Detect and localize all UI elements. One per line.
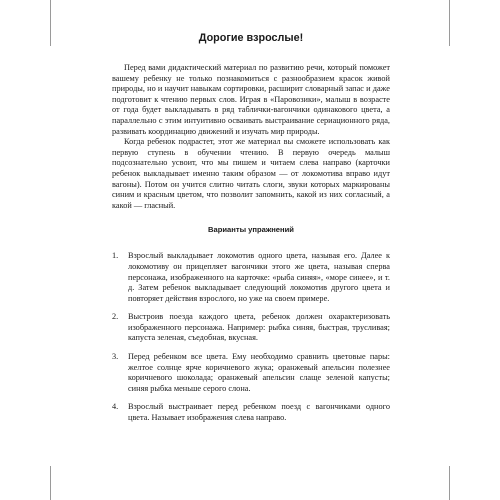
exercise-text: Выстроив поезда каждого цвета, ребенок должен охарактеризовать изображенного персонажа. Например: рыбка синяя, быстрая, трусливая; капуста зеленая, съедобная, вкусная. [128, 312, 390, 343]
reading-paragraph: Когда ребенок подрастет, этот же материал вы сможете использовать как первую ступень в обучении чтению. В первую очередь малыш подсознательно усвоит, что мы пишем и читаем слева направо (карточки ребенок выкладывает именно таким образом — от локомотива вправо идут вагоны). Потом он учится слитно читать слоги, звуки которых маркированы синим и красным цветом, что позволит запомнить, какой из них согласный, а какой — гласный. [112, 137, 390, 210]
exercise-text: Взрослый выстраивает перед ребенком поезд с вагончиками одного цвета. Называет изображения слева направо. [128, 402, 390, 423]
exercises-heading: Варианты упражнений [208, 225, 294, 235]
crop-mark-left-bottom [50, 466, 51, 500]
page-content [112, 32, 390, 432]
exercise-item [112, 352, 390, 394]
page-title: Дорогие взрослые! [198, 32, 304, 44]
exercise-item [112, 312, 390, 344]
exercise-number: 1. [112, 251, 119, 261]
exercise-number: 4. [112, 402, 119, 412]
exercise-text: Взрослый выкладывает локомотив одного цвета, называя его. Далее к локомотиву он прицепляет вагончики этого же цвета, называя сперва персонажа, изображенного на карточке: «рыба синяя», «море синее», и т. д. Затем ребенок выкладывает следующий локомотив другого цвета и повторяет действия взрослого, но уже на своем примере. [128, 251, 390, 303]
crop-mark-right-bottom [449, 466, 450, 500]
exercise-item [112, 402, 390, 423]
exercise-number: 3. [112, 352, 119, 362]
crop-mark-right-top [449, 0, 450, 46]
intro-paragraph: Перед вами дидактический материал по развитию речи, который поможет вашему ребенку не только познакомиться с разнообразием красок живой природы, но и научит навыкам сортировки, расширит словарный запас и даже подготовит к чтению первых слов. Играя в «Паровозики», малыш в возрасте от года будет выкладывать в ряд таблички-вагончики одинакового цвета, а параллельно с этим интуитивно осваивать выстраивание сериационного ряда, развивать координацию движений и изучать мир природы. [112, 63, 390, 136]
crop-mark-left-top [50, 0, 51, 46]
exercise-text: Перед ребенком все цвета. Ему необходимо сравнить цветовые пары: желтое солнце ярче коричневого жука; оранжевый апельсин полезнее коричневого шоколада; оранжевый апельсин слаще зеленой капусты; синяя рыбка меньше серого слона. [128, 352, 390, 393]
exercise-list [112, 251, 390, 423]
exercise-item [112, 251, 390, 304]
exercise-number: 2. [112, 312, 119, 322]
